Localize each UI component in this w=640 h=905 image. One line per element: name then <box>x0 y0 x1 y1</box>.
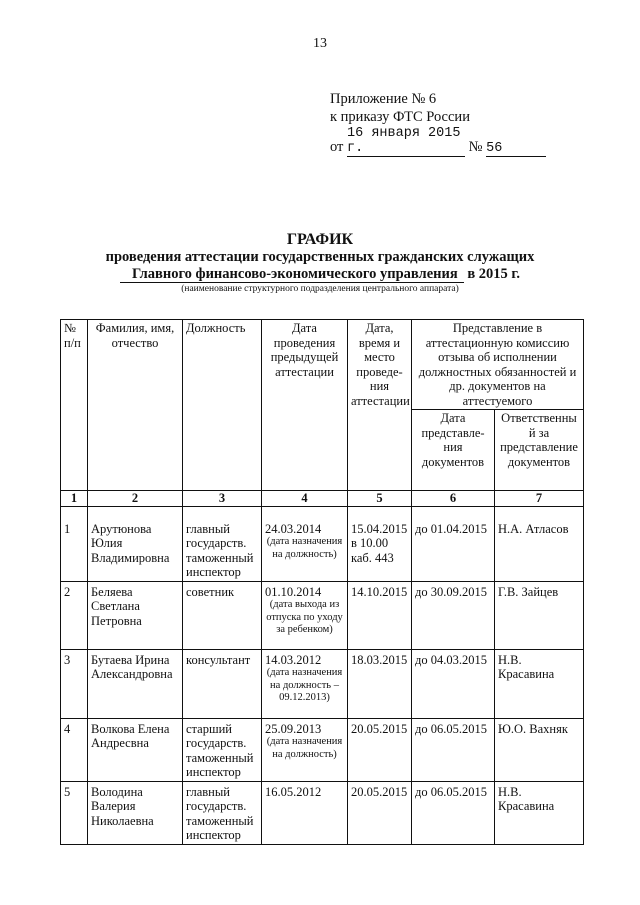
row-att-date: 20.05.2015 <box>348 781 412 844</box>
header-submission-group: Представление в аттестационную комиссию отзыва об исполнении должностных обязанностей и др. документов на аттестуемого <box>412 320 584 410</box>
row-prev-date: 24.03.2014 <box>265 521 322 536</box>
row-position: старший государств. таможенный инспектор <box>183 718 262 781</box>
department-line <box>0 266 640 283</box>
annex-block <box>330 90 546 157</box>
row-prev-date-cell <box>262 781 348 844</box>
column-number: 1 <box>61 491 88 507</box>
header-prev-date: Дата проведения предыдущей аттестации <box>262 320 348 491</box>
document-title: ГРАФИК <box>286 231 354 248</box>
row-position: главный государств. таможенный инспектор <box>183 781 262 844</box>
title-block <box>0 230 640 295</box>
header-responsible: Ответственны й за представление документов <box>495 410 584 491</box>
annex-date: 16 января 2015 г. <box>347 126 465 157</box>
row-att-date: 18.03.2015 <box>348 649 412 718</box>
year-suffix: в 2015 г. <box>467 266 520 282</box>
column-number: 4 <box>262 491 348 507</box>
row-responsible: Ю.О. Вахняк <box>495 718 584 781</box>
row-position: главный государств. таможенный инспектор <box>183 506 262 581</box>
row-prev-date-cell <box>262 718 348 781</box>
row-submit-date: до 06.05.2015 <box>412 718 495 781</box>
table-row <box>61 581 584 649</box>
row-prev-date: 16.05.2012 <box>265 784 322 799</box>
row-responsible: Г.В. Зайцев <box>495 581 584 649</box>
row-num: 5 <box>61 781 88 844</box>
header-submission-date: Дата представле- ния документов <box>412 410 495 491</box>
row-prev-note: (дата выхода из отпуска по уходу за ребенком) <box>266 599 343 635</box>
column-number: 3 <box>183 491 262 507</box>
table-row <box>61 781 584 844</box>
row-responsible: Н.В. Красавина <box>495 649 584 718</box>
column-number: 6 <box>412 491 495 507</box>
row-prev-date: 01.10.2014 <box>265 584 322 599</box>
annex-number: 56 <box>486 141 546 157</box>
row-num: 4 <box>61 718 88 781</box>
row-submit-date: до 30.09.2015 <box>412 581 495 649</box>
row-att-date: 14.10.2015 <box>348 581 412 649</box>
row-att-date: 20.05.2015 <box>348 718 412 781</box>
row-name: Володина Валерия Николаевна <box>88 781 183 844</box>
document-subtitle: проведения аттестации государственных гражданских служащих <box>105 249 535 265</box>
row-num: 1 <box>61 506 88 581</box>
row-position: консультант <box>183 649 262 718</box>
row-name: Арутюнова Юлия Владимировна <box>88 506 183 581</box>
row-responsible: Н.В. Красавина <box>495 781 584 844</box>
row-name: Волкова Елена Андресвна <box>88 718 183 781</box>
annex-from-prefix: от <box>330 139 344 155</box>
row-att-date: 15.04.2015 в 10.00 каб. 443 <box>348 506 412 581</box>
row-prev-note: (дата назначения на должность) <box>266 536 343 560</box>
column-number-row <box>61 491 584 507</box>
header-row <box>61 320 584 410</box>
row-prev-date-cell <box>262 581 348 649</box>
row-position: советник <box>183 581 262 649</box>
row-submit-date: до 04.03.2015 <box>412 649 495 718</box>
row-prev-date-cell <box>262 649 348 718</box>
column-number: 2 <box>88 491 183 507</box>
annex-line-1: Приложение № 6 <box>330 91 437 107</box>
page-number: 13 <box>313 36 327 51</box>
row-prev-note: (дата назначения на должность – 09.12.2013) <box>266 667 343 703</box>
header-position: Должность <box>183 320 262 491</box>
row-name: Бутаева Ирина Александровна <box>88 649 183 718</box>
row-responsible: Н.А. Атласов <box>495 506 584 581</box>
row-prev-date: 14.03.2012 <box>265 652 322 667</box>
table-row <box>61 718 584 781</box>
row-prev-note: (дата назначения на должность) <box>266 736 343 760</box>
row-prev-date-cell <box>262 506 348 581</box>
header-name: Фамилия, имя, отчество <box>88 320 183 491</box>
row-name: Беляева Светлана Петровна <box>88 581 183 649</box>
annex-number-prefix: № <box>468 139 483 155</box>
schedule-table <box>60 319 584 845</box>
row-prev-date: 25.09.2013 <box>265 721 322 736</box>
department-caption: (наименование структурного подразделения центрального аппарата) <box>181 284 459 294</box>
department-name: Главного финансово-экономического управления <box>120 266 464 283</box>
header-att-date: Дата, время и место проведе- ния аттестации <box>348 320 412 491</box>
row-submit-date: до 01.04.2015 <box>412 506 495 581</box>
table-row <box>61 649 584 718</box>
row-submit-date: до 06.05.2015 <box>412 781 495 844</box>
header-num: № п/п <box>61 320 88 491</box>
row-num: 2 <box>61 581 88 649</box>
annex-date-line <box>330 126 546 157</box>
column-number: 7 <box>495 491 584 507</box>
table-row <box>61 506 584 581</box>
annex-line-2: к приказу ФТС России <box>330 109 470 125</box>
column-number: 5 <box>348 491 412 507</box>
row-num: 3 <box>61 649 88 718</box>
